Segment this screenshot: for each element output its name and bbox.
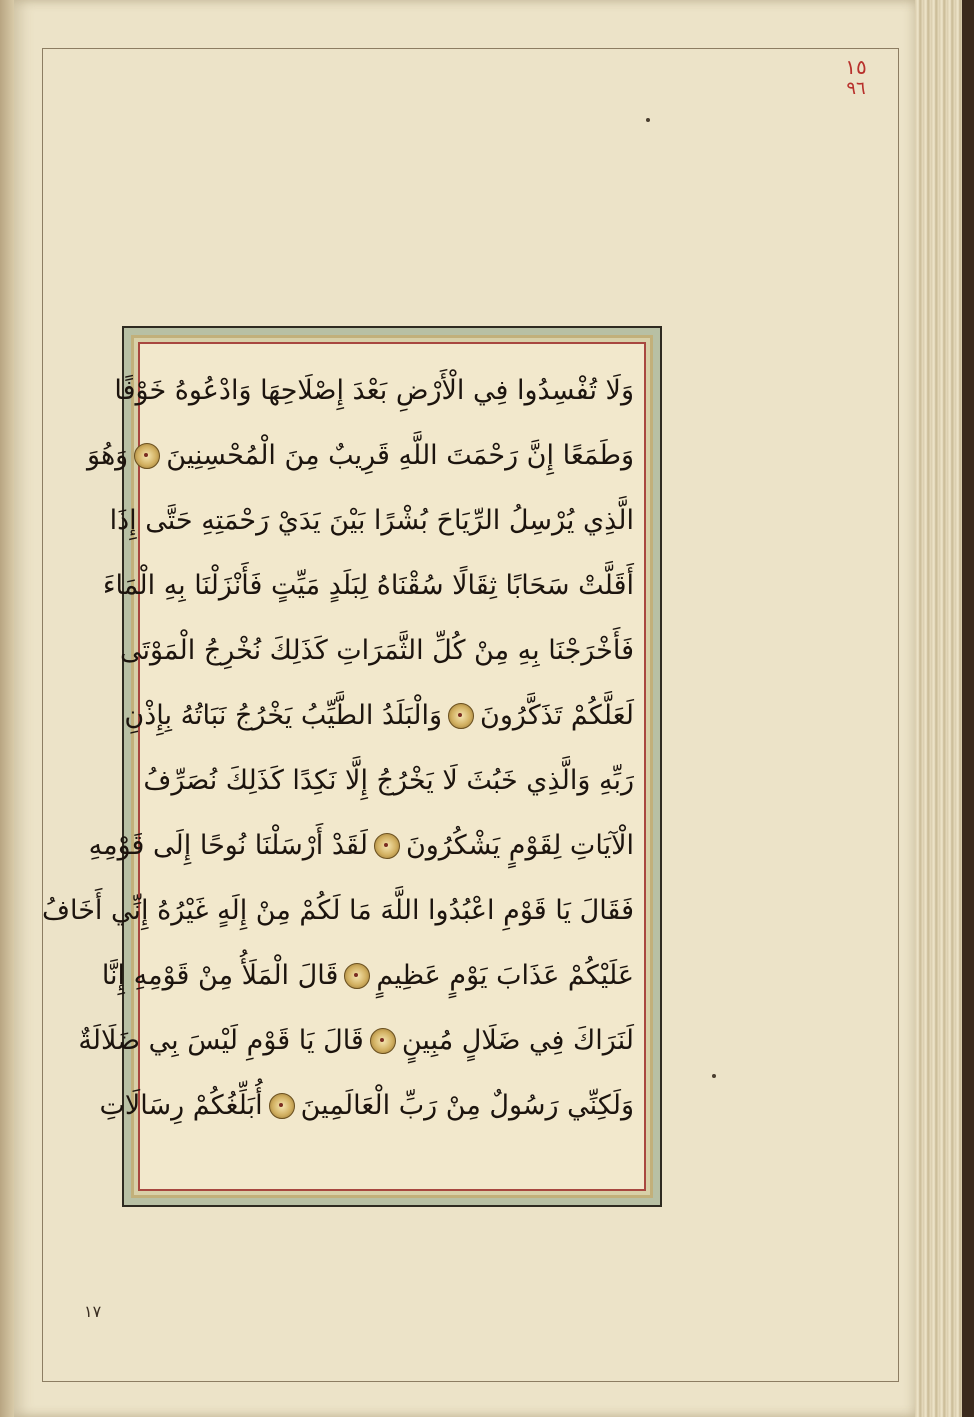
- text-segment: قَالَ يَا قَوْمِ لَيْسَ بِي ضَلَالَةٌ: [78, 1025, 364, 1056]
- folio-number-main: ١٥: [845, 55, 867, 79]
- verse-marker-rosette-icon: [134, 443, 160, 469]
- text-segment: عَلَيْكُمْ عَذَابَ يَوْمٍ عَظِيمٍ: [376, 960, 634, 991]
- text-segment: قَالَ الْمَلَأُ مِنْ قَوْمِهِ إِنَّا: [101, 960, 339, 991]
- text-segment: وَلَكِنِّي رَسُولٌ مِنْ رَبِّ الْعَالَمِينَ: [300, 1090, 634, 1121]
- text-segment: وَلَا تُفْسِدُوا فِي الْأَرْضِ بَعْدَ إِصْلَاحِهَا وَادْعُوهُ خَوْفًا: [114, 375, 634, 406]
- text-segment: أُبَلِّغُكُمْ رِسَالَاتِ: [99, 1090, 263, 1121]
- text-line: [78, 1008, 634, 1073]
- text-line: [124, 683, 634, 748]
- ink-speck: [646, 118, 650, 122]
- text-line: [119, 618, 634, 683]
- text-segment: فَأَخْرَجْنَا بِهِ مِنْ كُلِّ الثَّمَرَاتِ كَذَلِكَ نُخْرِجُ الْمَوْتَى: [119, 635, 634, 666]
- text-segment: فَقَالَ يَا قَوْمِ اعْبُدُوا اللَّهَ مَا لَكُمْ مِنْ إِلَهٍ غَيْرُهُ إِنِّي أَخَافُ: [42, 895, 634, 926]
- text-segment: لَنَرَاكَ فِي ضَلَالٍ مُبِينٍ: [401, 1025, 634, 1056]
- verse-marker-rosette-icon: [448, 703, 474, 729]
- folio-number-sub: ٩٦: [846, 78, 866, 99]
- ink-speck: [712, 1074, 716, 1078]
- text-line: [101, 943, 634, 1008]
- folio-number: [838, 56, 874, 100]
- text-segment: وَالْبَلَدُ الطَّيِّبُ يَخْرُجُ نَبَاتُهُ بِإِذْنِ: [124, 700, 443, 731]
- text-segment: لَقَدْ أَرْسَلْنَا نُوحًا إِلَى قَوْمِهِ: [88, 830, 368, 861]
- text-line: [87, 423, 634, 488]
- verse-marker-rosette-icon: [374, 833, 400, 859]
- text-segment: لَعَلَّكُمْ تَذَكَّرُونَ: [480, 700, 634, 731]
- gold-ruling-band: [42, 335, 653, 1198]
- catchword-mark: ١٧: [84, 1302, 102, 1321]
- text-segment: رَبِّهِ وَالَّذِي خَبُثَ لَا يَخْرُجُ إِلَّا نَكِدًا كَذَلِكَ نُصَرِّفُ: [143, 765, 634, 796]
- text-block-frame: [42, 326, 662, 1207]
- text-line: [109, 488, 634, 553]
- text-line: [88, 813, 634, 878]
- verse-marker-rosette-icon: [370, 1028, 396, 1054]
- text-segment: وَهُوَ: [87, 440, 129, 471]
- text-line: [143, 748, 634, 813]
- text-segment: أَقَلَّتْ سَحَابًا ثِقَالًا سُقْنَاهُ لِبَلَدٍ مَيِّتٍ فَأَنْزَلْنَا بِهِ الْمَاءَ: [102, 570, 634, 601]
- text-line: [114, 358, 634, 423]
- text-panel: [42, 342, 646, 1191]
- verse-marker-rosette-icon: [269, 1093, 295, 1119]
- page-edges: [915, 0, 974, 1417]
- text-line: [99, 1073, 634, 1138]
- verse-marker-rosette-icon: [344, 963, 370, 989]
- text-line: [42, 878, 634, 943]
- text-line: [102, 553, 634, 618]
- text-segment: الْآيَاتِ لِقَوْمٍ يَشْكُرُونَ: [405, 830, 634, 861]
- text-segment: وَطَمَعًا إِنَّ رَحْمَتَ اللَّهِ قَرِيبٌ مِنَ الْمُحْسِنِينَ: [166, 440, 634, 471]
- text-segment: الَّذِي يُرْسِلُ الرِّيَاحَ بُشْرًا بَيْنَ يَدَيْ رَحْمَتِهِ حَتَّى إِذَا: [109, 505, 634, 536]
